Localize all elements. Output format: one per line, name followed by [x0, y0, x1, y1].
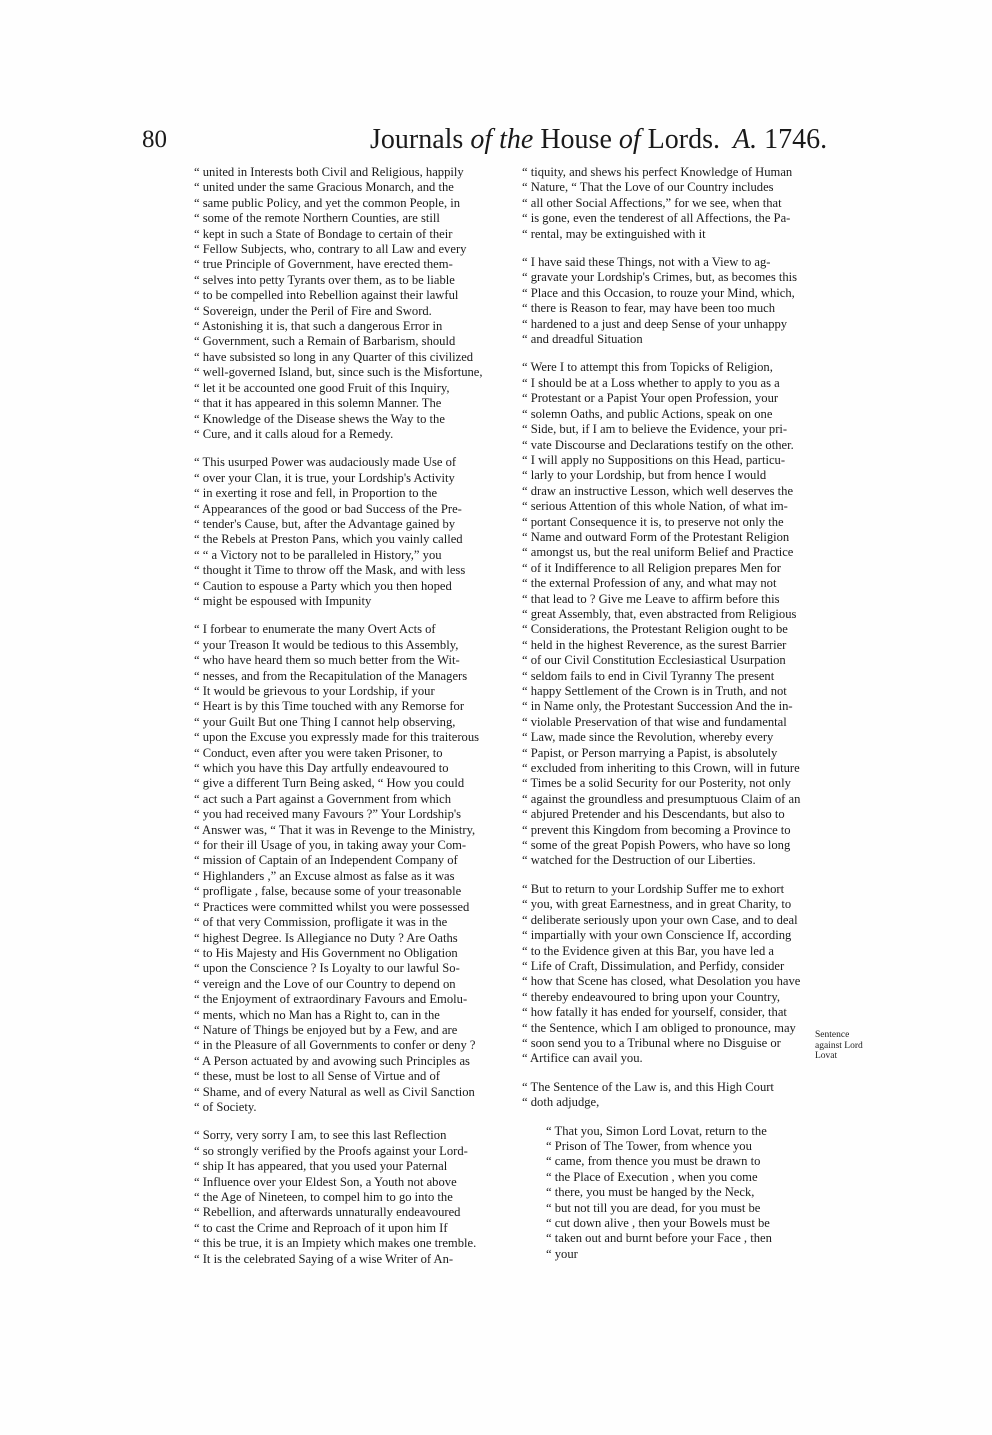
sentence-paragraph: “ That you, Simon Lord Lovat, return to the “ Prison of The Tower, from whence you “ came, from thence you must be drawn to “ the Place of Execution , when you come “ there, you must be hanged by the Neck, “ but not till you are dead, for you must be “ cut down alive , then your Bowels must be “ taken out and burnt before your Face , then “ your	[546, 1123, 772, 1261]
title-word-of-the: of the	[470, 124, 534, 155]
year-label	[733, 124, 827, 156]
title-word-of: of	[618, 124, 641, 155]
paragraph: “ united in Interests both Civil and Religious, happily “ united under the same Gracious Monarch, and the “ same public Policy, and yet the common People, in “ some of the remote Northern Counties, are still “ kept in such a State of Bondage to certain of their “ Fellow Subjects, who, contrary to all Law and every “ true Principle of Government, have erected them- “ selves into petty Tyrants over them, as to be liable “ to be compelled into Rebellion against their lawful “ Sovereign, under the Peril of Fire and Sword. “ Astonishing it is, that such a dangerous Error in “ Government, such a Remain of Barbarism, should “ have subsisted so long in any Quarter of this civilized “ well-governed Island, but, since such is the Misfortune, “ let it be accounted one good Fruit of this Inquiry, “ that it has appeared in this solemn Manner. The “ Knowledge of the Disease shews the Way to the “ Cure, and it calls aloud for a Remedy.	[194, 165, 483, 441]
journal-title	[370, 124, 720, 156]
paragraph: “ I forbear to enumerate the many Overt Acts of “ your Treason It would be tedious to this Assembly, “ who have heard them so much better from the Wit- “ nesses, and from the Recapitulation of the Managers “ It would be grievous to your Lordship, if your “ Heart is by this Time touched with any Remorse for “ your Guilt But one Thing I cannot help observing, “ upon the Excuse you expressly made for this traiterous “ Conduct, even after you were taken Prisoner, to “ which you have this Day artfully endeavoured to “ give a different Turn Being asked, “ How you could “ act such a Part against a Government from which “ you had received many Favours ?” Your Lordship's “ Answer was, “ That it was in Revenge to the Ministry, “ for their ill Usage of you, in taking away your Com- “ mission of Captain of an Independent Company of “ Highlanders ,” an Excuse almost as false as it was “ profligate , false, because some of your treasonable “ Practices were committed whilst you were possessed “ of that very Commission, profligate it was in the “ highest Degree. Is Allegiance no Duty ? Are Oaths “ to His Majesty and His Government no Obligation “ upon the Conscience ? Is Loyalty to our lawful So- “ vereign and the Love of our Country to depend on “ the Enjoyment of extraordinary Favours and Emolu- “ ments, which no Man has a Right to, can in the “ Nature of Things be enjoyed but by a Few, and are “ in the Pleasure of all Governments to confer or deny ? “ A Person actuated by and avowing such Principles as “ these, must be lost to all Sense of Virtue and of “ Shame, and of every Natural as well as Civil Sanction “ of Society.	[194, 622, 480, 1114]
margin-note: Sentence against Lord Lovat	[815, 1030, 863, 1061]
title-word-house: House	[540, 124, 612, 155]
page-number: 80	[142, 126, 167, 153]
paragraph: “ Were I to attempt this from Topicks of Religion, “ I should be at a Loss whether to apply to you as a “ Protestant or a Papist Your open Profession, your “ solemn Oaths, and public Actions, speak on one “ Side, but, if I am to believe the Evidence, your pri- “ vate Discourse and Declarations testify on the other. “ I will apply no Suppositions on this Head, particu- “ larly to your Lordship, but from hence I would “ draw an instructive Lesson, which well deserves the “ serious Attention of this whole Nation, of what im- “ portant Consequence it is, to preserve not only the “ Name and outward Form of the Protestant Religion “ amongst us, but the real uniform Belief and Practice “ of it Indifference to all Religion prepares Men for “ the external Profession of any, and what may not “ that lead to ? Give me Leave to affirm before this “ great Assembly, that, even abstracted from Religious “ Considerations, the Protestant Religion ought to be “ held in the highest Reverence, as the surest Barrier “ of our Civil Constitution Ecclesiastical Usurpation “ seldom fails to end in Civil Tyranny The present “ happy Settlement of the Crown is in Truth, and not “ in Name only, the Protestant Succession And the in- “ violable Preservation of that wise and fundamental “ Law, made since the Revolution, whereby every “ Papist, or Person marrying a Papist, is absolutely “ excluded from inheriting to this Crown, will in future “ Times be a solid Security for our Posterity, not only “ against the groundless and presumptuous Claim of an “ abjured Pretender and his Descendants, but also to “ prevent this Kingdom from becoming a Province to “ some of the great Popish Powers, who have so long “ watched for the Destruction of our Liberties.	[522, 360, 801, 868]
paragraph: “ This usurped Power was audaciously made Use of “ over your Clan, it is true, your Lordship's Activity “ in exerting it rose and fell, in Proportion to the “ Appearances of the good or bad Success of the Pre- “ tender's Cause, but, after the Advantage gained by “ the Rebels at Preston Pans, which you vainly called “ “ a Victory not to be paralleled in History,” you “ thought it Time to throw off the Mask, and with less “ Caution to espouse a Party which you then hoped “ might be espoused with Impunity	[194, 455, 466, 608]
right-column	[522, 165, 818, 1275]
paragraph: “ But to return to your Lordship Suffer me to exhort “ you, with great Earnestness, and in great Charity, to “ deliberate seriously upon your own Case, and to deal “ impartially with your own Conscience If, according “ to the Evidence given at this Bar, you have led a “ Life of Craft, Dissimulation, and Perfidy, consider “ how that Scene has closed, what Desolation you have “ thereby endeavoured to bring upon your Country, “ how fatally it has ended for yourself, consider, that “ the Sentence, which I am obliged to pronounce, may “ soon send you to a Tribunal where no Disguise or “ Artifice can avail you.	[522, 881, 801, 1066]
paragraph: “ I have said these Things, not with a View to ag- “ gravate your Lordship's Crimes, but, as becomes this “ Place and this Occasion, to rouze your Mind, which, “ there is Reason to fear, may have been too much “ hardened to a just and deep Sense of your unhappy “ and dreadful Situation	[522, 255, 798, 347]
paragraph: “ Sorry, very sorry I am, to see this last Reflection “ so strongly verified by the Proofs against your Lord- “ ship It has appeared, that you used your Paternal “ Influence over your Eldest Son, a Youth not above “ the Age of Nineteen, to compel him to go into the “ Rebellion, and afterwards unnaturally endeavoured “ to cast the Crime and Reproach of it upon him If “ this be true, it is an Impiety which makes one tremble. “ It is the celebrated Saying of a wise Writer of An-	[194, 1128, 477, 1266]
title-word-lords: Lords.	[647, 124, 720, 155]
year-prefix: A.	[733, 124, 758, 155]
page-header	[0, 124, 992, 164]
paragraph: “ tiquity, and shews his perfect Knowledge of Human “ Nature, “ That the Love of our Country includes “ all other Social Affections,” for we see, when that “ is gone, even the tenderest of all Affections, the Pa- “ rental, may be extinguished with it	[522, 165, 793, 241]
year-value: 1746.	[764, 124, 828, 155]
paragraph: “ The Sentence of the Law is, and this High Court “ doth adjudge,	[522, 1079, 774, 1110]
left-column	[194, 165, 499, 1280]
title-word-journals: Journals	[370, 124, 464, 155]
